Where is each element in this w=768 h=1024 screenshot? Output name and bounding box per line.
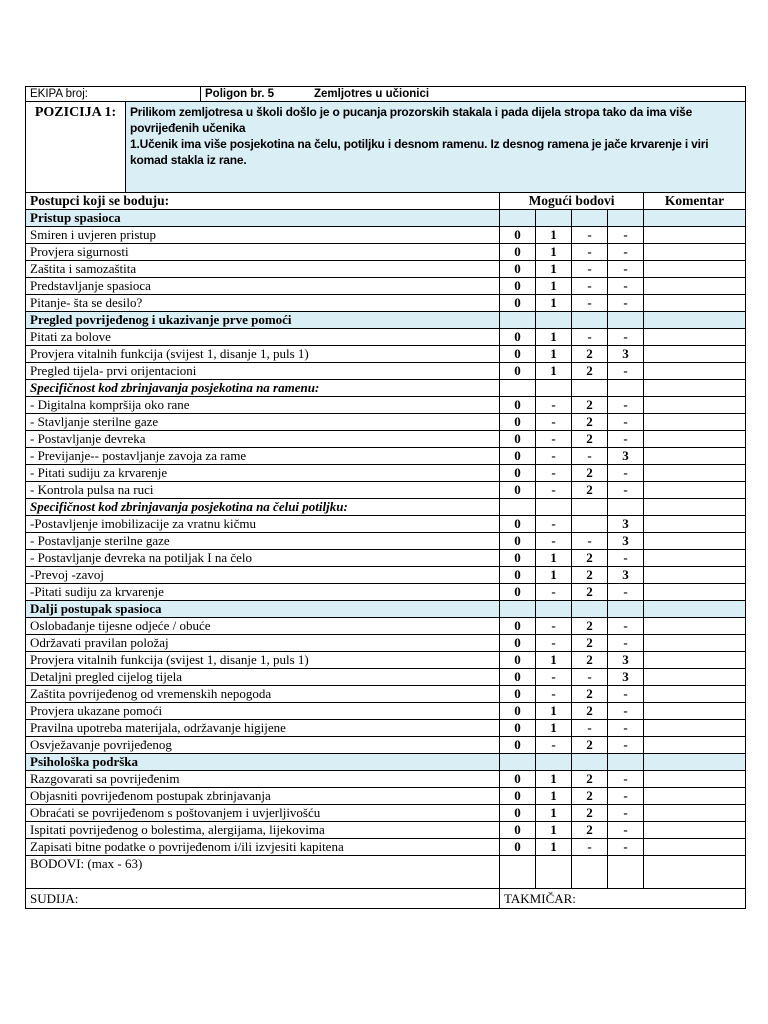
points-option-2[interactable]: 2: [572, 397, 608, 414]
points-cell: [536, 312, 572, 329]
criterion-label: - Pitati sudiju za krvarenje: [26, 465, 500, 482]
criterion-label: - Kontrola pulsa na ruci: [26, 482, 500, 499]
points-option-0[interactable]: 0: [500, 805, 536, 822]
points-option-3[interactable]: -: [608, 788, 644, 805]
criterion-row: [26, 397, 746, 414]
points-option-1[interactable]: -: [536, 465, 572, 482]
competitor-signature-field[interactable]: [500, 889, 746, 909]
points-option-0[interactable]: 0: [500, 618, 536, 635]
points-option-0[interactable]: 0: [500, 720, 536, 737]
points-option-2[interactable]: 2: [572, 550, 608, 567]
points-cell: [572, 312, 608, 329]
comment-cell[interactable]: [644, 227, 746, 244]
criterion-row: [26, 329, 746, 346]
comment-cell[interactable]: [644, 346, 746, 363]
points-option-0[interactable]: 0: [500, 346, 536, 363]
criterion-label: - Stavljanje sterilne gaze: [26, 414, 500, 431]
points-option-1[interactable]: 1: [536, 771, 572, 788]
criterion-label: Pravilna upotreba materijala, održavanje higijene: [26, 720, 500, 737]
points-option-1[interactable]: 1: [536, 329, 572, 346]
total-row: [26, 856, 746, 889]
criterion-label: Pitanje- šta se desilo?: [26, 295, 500, 312]
scoring-grid: [25, 193, 746, 856]
points-option-2[interactable]: 2: [572, 635, 608, 652]
points-option-2[interactable]: 2: [572, 584, 608, 601]
points-option-1[interactable]: -: [536, 737, 572, 754]
points-option-1[interactable]: -: [536, 516, 572, 533]
points-option-3[interactable]: -: [608, 431, 644, 448]
comment-cell[interactable]: [644, 788, 746, 805]
points-cell: [536, 499, 572, 516]
points-option-2[interactable]: 2: [572, 652, 608, 669]
points-option-3[interactable]: 3: [608, 533, 644, 550]
points-option-0[interactable]: 0: [500, 448, 536, 465]
points-option-0[interactable]: 0: [500, 567, 536, 584]
criterion-label: - Previjanje-- postavljanje zavoja za rame: [26, 448, 500, 465]
points-option-1[interactable]: 1: [536, 703, 572, 720]
points-option-1[interactable]: 1: [536, 720, 572, 737]
points-option-2[interactable]: -: [572, 669, 608, 686]
criterion-row: [26, 482, 746, 499]
position-row: [26, 102, 746, 193]
footer-table: [25, 856, 746, 889]
points-option-2[interactable]: 2: [572, 618, 608, 635]
criterion-row: [26, 227, 746, 244]
points-option-0[interactable]: 0: [500, 584, 536, 601]
judge-label: SUDIJA:: [30, 891, 79, 906]
criterion-row: [26, 635, 746, 652]
points-option-0[interactable]: 0: [500, 482, 536, 499]
points-header: Mogući bodovi: [500, 193, 644, 210]
points-option-1[interactable]: 1: [536, 839, 572, 856]
criterion-row: [26, 295, 746, 312]
points-cell: [536, 601, 572, 618]
points-option-2[interactable]: -: [572, 227, 608, 244]
points-option-2[interactable]: -: [572, 533, 608, 550]
position-label: POZICIJA 1:: [26, 102, 126, 193]
points-option-0[interactable]: 0: [500, 363, 536, 380]
points-option-3[interactable]: -: [608, 244, 644, 261]
points-option-1[interactable]: 1: [536, 805, 572, 822]
points-option-3[interactable]: -: [608, 227, 644, 244]
criterion-label: Provjera vitalnih funkcija (svijest 1, disanje 1, puls 1): [26, 652, 500, 669]
points-option-0[interactable]: 0: [500, 465, 536, 482]
points-option-0[interactable]: 0: [500, 788, 536, 805]
criterion-label: - Postavljanje đevreka: [26, 431, 500, 448]
subsection-title: Specifičnost kod zbrinjavanja posjekotina na ramenu:: [26, 380, 500, 397]
comment-cell[interactable]: [644, 533, 746, 550]
points-option-3[interactable]: -: [608, 482, 644, 499]
points-option-0[interactable]: 0: [500, 703, 536, 720]
criterion-row: [26, 618, 746, 635]
comment-cell[interactable]: [644, 499, 746, 516]
total-cell-0[interactable]: [500, 856, 536, 889]
points-option-2[interactable]: 2: [572, 737, 608, 754]
competitor-label: TAKMIČAR:: [504, 891, 576, 906]
points-option-1[interactable]: -: [536, 618, 572, 635]
criterion-row: [26, 686, 746, 703]
points-option-3[interactable]: -: [608, 465, 644, 482]
points-option-0[interactable]: 0: [500, 686, 536, 703]
comment-cell[interactable]: [644, 737, 746, 754]
points-option-0[interactable]: 0: [500, 533, 536, 550]
points-cell: [608, 499, 644, 516]
points-option-3[interactable]: -: [608, 414, 644, 431]
subsection-header-row: [26, 499, 746, 516]
comment-header: Komentar: [644, 193, 746, 210]
criterion-label: -Prevoj -zavoj: [26, 567, 500, 584]
section-header-row: [26, 312, 746, 329]
points-option-0[interactable]: 0: [500, 550, 536, 567]
criterion-label: Osvježavanje povrijeđenog: [26, 737, 500, 754]
criterion-row: [26, 261, 746, 278]
signature-table: [25, 889, 746, 909]
comment-cell[interactable]: [644, 839, 746, 856]
criterion-row: [26, 771, 746, 788]
points-option-0[interactable]: 0: [500, 261, 536, 278]
points-option-2[interactable]: 2: [572, 703, 608, 720]
points-option-3[interactable]: -: [608, 839, 644, 856]
criterion-label: Razgovarati sa povrijeđenim: [26, 771, 500, 788]
criterion-row: [26, 788, 746, 805]
comment-cell[interactable]: [644, 448, 746, 465]
criterion-row: [26, 652, 746, 669]
procedures-header: Postupci koji se boduju:: [26, 193, 500, 210]
criterion-row: [26, 465, 746, 482]
criterion-row: [26, 346, 746, 363]
points-option-3[interactable]: 3: [608, 346, 644, 363]
points-cell: [500, 380, 536, 397]
criterion-label: - Postavljanje đevreka na potiljak I na čelo: [26, 550, 500, 567]
points-option-0[interactable]: 0: [500, 278, 536, 295]
points-option-3[interactable]: -: [608, 635, 644, 652]
points-option-2[interactable]: 2: [572, 414, 608, 431]
points-option-2[interactable]: -: [572, 295, 608, 312]
team-number-field[interactable]: [26, 87, 201, 102]
position-table: [25, 102, 746, 193]
points-option-3[interactable]: 3: [608, 448, 644, 465]
criterion-row: [26, 244, 746, 261]
points-option-0[interactable]: 0: [500, 227, 536, 244]
points-option-1[interactable]: -: [536, 414, 572, 431]
criterion-label: - Digitalna kompršija oko rane: [26, 397, 500, 414]
points-option-3[interactable]: -: [608, 822, 644, 839]
section-header-row: [26, 754, 746, 771]
comment-cell[interactable]: [644, 363, 746, 380]
points-option-2[interactable]: 2: [572, 346, 608, 363]
points-option-0[interactable]: 0: [500, 431, 536, 448]
criterion-label: Objasniti povrijeđenom postupak zbrinjavanja: [26, 788, 500, 805]
criterion-label: Provjera ukazane pomoći: [26, 703, 500, 720]
points-option-2[interactable]: 2: [572, 788, 608, 805]
judge-signature-field[interactable]: [26, 889, 500, 909]
points-option-1[interactable]: 1: [536, 822, 572, 839]
comment-cell[interactable]: [644, 771, 746, 788]
comment-cell[interactable]: [644, 584, 746, 601]
comment-cell[interactable]: [644, 329, 746, 346]
criterion-label: Obraćati se povrijeđenom s poštovanjem i uvjerljivošću: [26, 805, 500, 822]
points-option-1[interactable]: -: [536, 533, 572, 550]
column-header-row: [26, 193, 746, 210]
scenario-description: [126, 102, 746, 193]
comment-cell[interactable]: [644, 431, 746, 448]
criterion-row: [26, 737, 746, 754]
points-option-1[interactable]: -: [536, 482, 572, 499]
criterion-label: Provjera sigurnosti: [26, 244, 500, 261]
comment-cell[interactable]: [644, 414, 746, 431]
criterion-label: -Pitati sudiju za krvarenje: [26, 584, 500, 601]
criterion-row: [26, 822, 746, 839]
points-option-1[interactable]: -: [536, 635, 572, 652]
points-option-1[interactable]: 1: [536, 788, 572, 805]
points-option-2[interactable]: 2: [572, 805, 608, 822]
comment-cell[interactable]: [644, 516, 746, 533]
comment-cell[interactable]: [644, 601, 746, 618]
points-cell: [572, 499, 608, 516]
criterion-row: [26, 533, 746, 550]
comment-cell[interactable]: [644, 703, 746, 720]
scenario-line-1: Prilikom zemljotresa u školi došlo je o pucanja prozorskih stakala i pada dijela stropa tako da ima više povrijeđenih učenika: [130, 105, 693, 135]
criterion-row: [26, 669, 746, 686]
comment-cell[interactable]: [644, 312, 746, 329]
header-row: [26, 87, 746, 102]
criterion-label: Provjera vitalnih funkcija (svijest 1, disanje 1, puls 1): [26, 346, 500, 363]
criterion-row: [26, 431, 746, 448]
points-option-3[interactable]: -: [608, 295, 644, 312]
total-label: BODOVI: (max - 63): [26, 856, 500, 889]
criterion-row: [26, 363, 746, 380]
criterion-row: [26, 278, 746, 295]
points-cell: [500, 754, 536, 771]
criterion-label: Zaštita i samozaštita: [26, 261, 500, 278]
points-option-2[interactable]: -: [572, 244, 608, 261]
points-option-2[interactable]: 2: [572, 363, 608, 380]
points-option-3[interactable]: -: [608, 720, 644, 737]
comment-cell[interactable]: [644, 397, 746, 414]
scenario-title: Zemljotres u učionici: [314, 88, 430, 100]
points-option-1[interactable]: -: [536, 686, 572, 703]
criterion-row: [26, 414, 746, 431]
comment-cell[interactable]: [644, 754, 746, 771]
points-cell: [500, 312, 536, 329]
points-option-0[interactable]: 0: [500, 771, 536, 788]
total-cell-1[interactable]: [536, 856, 572, 889]
points-cell: [608, 312, 644, 329]
signature-row: [26, 889, 746, 909]
points-option-1[interactable]: 1: [536, 550, 572, 567]
team-label: EKIPA broj:: [30, 88, 88, 100]
points-option-1[interactable]: 1: [536, 652, 572, 669]
points-cell: [536, 754, 572, 771]
points-cell: [500, 499, 536, 516]
points-option-3[interactable]: -: [608, 397, 644, 414]
points-option-2[interactable]: 2: [572, 431, 608, 448]
points-option-1[interactable]: 1: [536, 567, 572, 584]
comment-cell[interactable]: [644, 618, 746, 635]
points-cell: [536, 380, 572, 397]
points-option-3[interactable]: 3: [608, 567, 644, 584]
total-comment[interactable]: [644, 856, 746, 889]
points-option-1[interactable]: 1: [536, 244, 572, 261]
section-title: Pregled povrijeđenog i ukazivanje prve pomoći: [26, 312, 500, 329]
comment-cell[interactable]: [644, 210, 746, 227]
points-option-2[interactable]: 2: [572, 822, 608, 839]
points-option-1[interactable]: 1: [536, 295, 572, 312]
points-option-0[interactable]: 0: [500, 397, 536, 414]
subsection-title: Specifičnost kod zbrinjavanja posjekotina na čelui potiljku:: [26, 499, 500, 516]
points-option-1[interactable]: 1: [536, 346, 572, 363]
comment-cell[interactable]: [644, 805, 746, 822]
criterion-label: Zaštita povrijeđenog od vremenskih nepogoda: [26, 686, 500, 703]
criterion-label: Ispitati povrijeđenog o bolestima, alergijama, lijekovima: [26, 822, 500, 839]
points-cell: [608, 380, 644, 397]
total-cell-3[interactable]: [608, 856, 644, 889]
comment-cell[interactable]: [644, 720, 746, 737]
comment-cell[interactable]: [644, 686, 746, 703]
points-option-2[interactable]: -: [572, 261, 608, 278]
points-option-3[interactable]: -: [608, 737, 644, 754]
section-title: Psihološka podrška: [26, 754, 500, 771]
section-header-row: [26, 601, 746, 618]
criterion-row: [26, 805, 746, 822]
points-cell: [608, 601, 644, 618]
points-option-3[interactable]: -: [608, 703, 644, 720]
criterion-row: [26, 448, 746, 465]
points-option-0[interactable]: 0: [500, 635, 536, 652]
comment-cell[interactable]: [644, 635, 746, 652]
comment-cell[interactable]: [644, 482, 746, 499]
points-cell: [536, 210, 572, 227]
comment-cell[interactable]: [644, 380, 746, 397]
scoring-sheet: [25, 86, 745, 909]
section-title: Dalji postupak spasioca: [26, 601, 500, 618]
points-option-0[interactable]: 0: [500, 295, 536, 312]
points-option-2[interactable]: 2: [572, 567, 608, 584]
points-option-2[interactable]: 2: [572, 465, 608, 482]
points-option-0[interactable]: 0: [500, 822, 536, 839]
criterion-row: [26, 516, 746, 533]
comment-cell[interactable]: [644, 278, 746, 295]
section-title: Pristup spasioca: [26, 210, 500, 227]
criterion-row: [26, 584, 746, 601]
points-option-3[interactable]: -: [608, 363, 644, 380]
points-option-3[interactable]: 3: [608, 669, 644, 686]
comment-cell[interactable]: [644, 244, 746, 261]
comment-cell[interactable]: [644, 822, 746, 839]
points-option-1[interactable]: 1: [536, 261, 572, 278]
points-option-1[interactable]: 1: [536, 227, 572, 244]
comment-cell[interactable]: [644, 567, 746, 584]
criterion-row: [26, 550, 746, 567]
points-option-3[interactable]: -: [608, 618, 644, 635]
points-option-2[interactable]: 2: [572, 686, 608, 703]
points-cell: [500, 601, 536, 618]
criterion-label: Smiren i uvjeren pristup: [26, 227, 500, 244]
header-table: [25, 86, 746, 102]
polygon-title-cell: [201, 87, 746, 102]
criterion-row: [26, 839, 746, 856]
criterion-row: [26, 567, 746, 584]
points-option-2[interactable]: -: [572, 720, 608, 737]
points-option-2[interactable]: -: [572, 448, 608, 465]
criterion-label: Pitati za bolove: [26, 329, 500, 346]
criterion-label: Oslobađanje tijesne odjeće / obuće: [26, 618, 500, 635]
points-option-3[interactable]: 3: [608, 516, 644, 533]
points-cell: [572, 601, 608, 618]
points-option-0[interactable]: 0: [500, 669, 536, 686]
points-cell: [572, 380, 608, 397]
section-header-row: [26, 210, 746, 227]
points-option-3[interactable]: -: [608, 805, 644, 822]
points-cell: [500, 210, 536, 227]
points-option-3[interactable]: -: [608, 261, 644, 278]
points-option-2[interactable]: 2: [572, 771, 608, 788]
criterion-label: - Postavljanje sterilne gaze: [26, 533, 500, 550]
points-option-2[interactable]: -: [572, 839, 608, 856]
comment-cell[interactable]: [644, 295, 746, 312]
points-option-0[interactable]: 0: [500, 516, 536, 533]
points-option-0[interactable]: 0: [500, 414, 536, 431]
total-cell-2[interactable]: [572, 856, 608, 889]
points-option-0[interactable]: 0: [500, 244, 536, 261]
criterion-label: Održavati pravilan položaj: [26, 635, 500, 652]
comment-cell[interactable]: [644, 669, 746, 686]
points-option-3[interactable]: -: [608, 329, 644, 346]
points-option-2[interactable]: [572, 516, 608, 533]
points-option-1[interactable]: -: [536, 431, 572, 448]
criterion-label: -Postavljenje imobilizacije za vratnu kičmu: [26, 516, 500, 533]
comment-cell[interactable]: [644, 652, 746, 669]
points-option-2[interactable]: -: [572, 329, 608, 346]
points-cell: [608, 754, 644, 771]
points-option-2[interactable]: -: [572, 278, 608, 295]
points-option-0[interactable]: 0: [500, 329, 536, 346]
points-option-3[interactable]: -: [608, 686, 644, 703]
subsection-header-row: [26, 380, 746, 397]
points-cell: [572, 754, 608, 771]
criterion-row: [26, 720, 746, 737]
points-option-1[interactable]: -: [536, 584, 572, 601]
points-option-1[interactable]: -: [536, 669, 572, 686]
points-option-1[interactable]: -: [536, 448, 572, 465]
points-cell: [572, 210, 608, 227]
criterion-label: Detaljni pregled cijelog tijela: [26, 669, 500, 686]
points-option-3[interactable]: -: [608, 550, 644, 567]
points-option-3[interactable]: -: [608, 771, 644, 788]
points-option-1[interactable]: 1: [536, 278, 572, 295]
points-option-3[interactable]: 3: [608, 652, 644, 669]
points-option-0[interactable]: 0: [500, 652, 536, 669]
criterion-label: Predstavljanje spasioca: [26, 278, 500, 295]
criterion-row: [26, 703, 746, 720]
comment-cell[interactable]: [644, 550, 746, 567]
comment-cell[interactable]: [644, 261, 746, 278]
points-option-0[interactable]: 0: [500, 839, 536, 856]
polygon-label: Poligon br. 5: [205, 88, 275, 100]
criterion-label: Pregled tijela- prvi orijentacioni: [26, 363, 500, 380]
criterion-label: Zapisati bitne podatke o povrijeđenom i/ili izvjesiti kapitena: [26, 839, 500, 856]
points-option-0[interactable]: 0: [500, 737, 536, 754]
points-option-1[interactable]: 1: [536, 363, 572, 380]
points-option-3[interactable]: -: [608, 278, 644, 295]
scenario-line-2: 1.Učenik ima više posjekotina na čelu, potiljku i desnom ramenu. Iz desnog ramena je jače krvarenje i viri komad stakla iz rane.: [130, 137, 709, 167]
points-option-2[interactable]: 2: [572, 482, 608, 499]
points-option-3[interactable]: -: [608, 584, 644, 601]
points-option-1[interactable]: -: [536, 397, 572, 414]
points-cell: [608, 210, 644, 227]
comment-cell[interactable]: [644, 465, 746, 482]
